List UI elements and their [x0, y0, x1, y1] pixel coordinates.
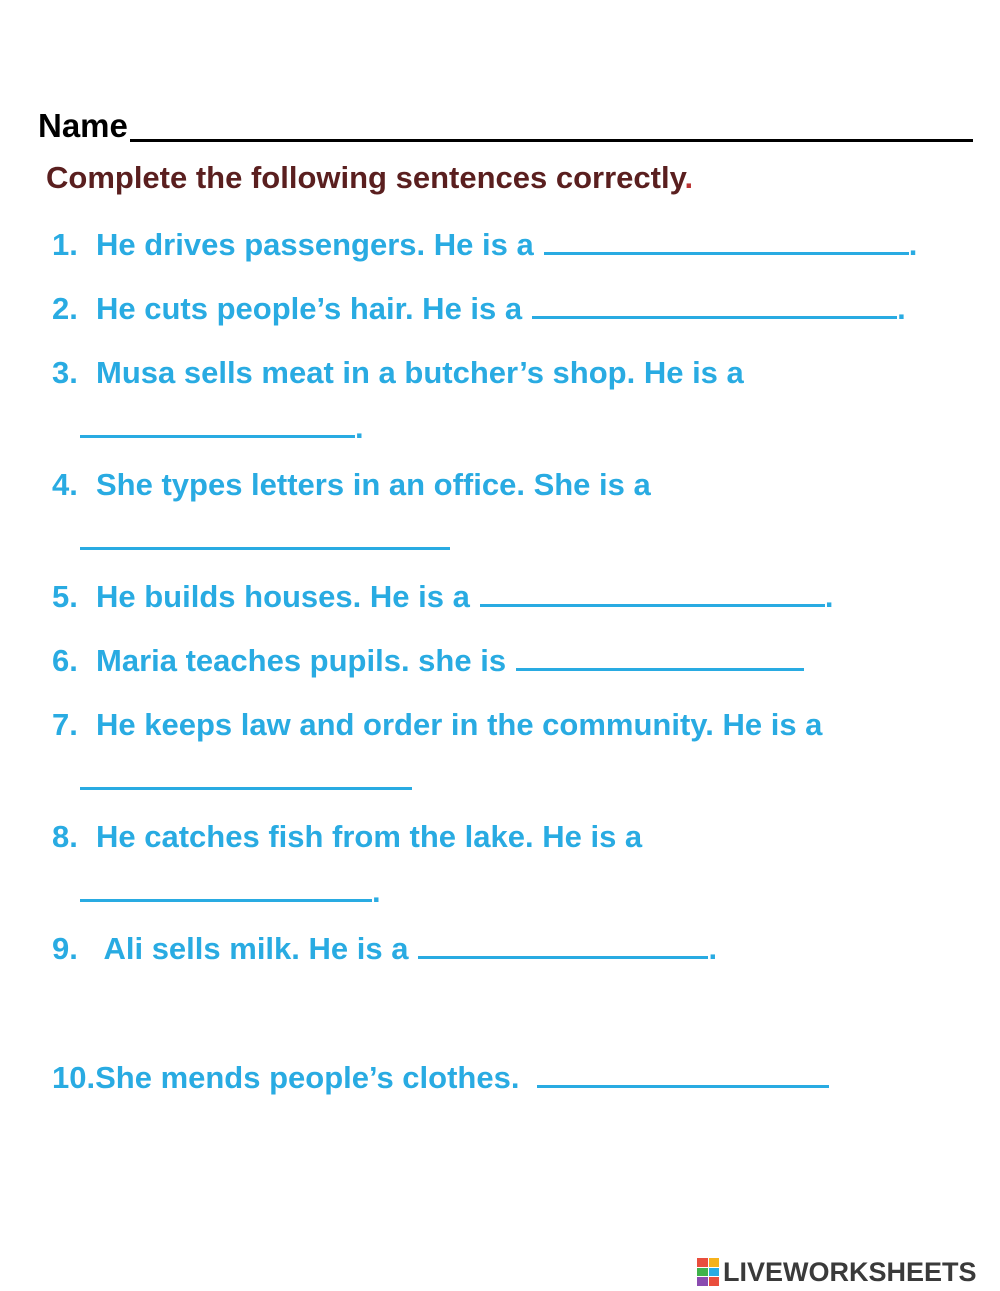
question-end: .	[372, 874, 381, 909]
question-text: She types letters in an office. She is a	[96, 467, 651, 502]
question-7	[52, 706, 822, 743]
question-10	[52, 1059, 829, 1096]
question-2	[52, 290, 906, 327]
logo-text: LIVEWORKSHEETS	[723, 1256, 977, 1287]
logo-icon	[697, 1258, 719, 1286]
question-9	[52, 930, 717, 967]
question-4-answer	[80, 522, 450, 558]
question-end: .	[897, 291, 906, 326]
question-text: Musa sells meat in a butcher’s shop. He is a	[96, 355, 744, 390]
question-number: 2.	[52, 291, 78, 326]
answer-blank[interactable]	[80, 765, 412, 790]
question-number: 5.	[52, 579, 78, 614]
question-text: Maria teaches pupils. she is	[96, 643, 507, 678]
question-end: .	[708, 931, 718, 966]
name-input-line[interactable]	[130, 109, 973, 142]
answer-blank[interactable]	[80, 877, 372, 902]
question-text: He cuts people’s hair. He is a	[96, 291, 523, 326]
question-3-answer	[80, 410, 364, 446]
question-number: 6.	[52, 643, 78, 678]
question-8	[52, 818, 642, 855]
answer-blank[interactable]	[80, 525, 450, 550]
question-text: Ali sells milk. He is a	[96, 931, 409, 966]
question-end: .	[355, 410, 364, 445]
question-number: 9.	[52, 931, 78, 966]
instruction-punct: .	[684, 160, 694, 195]
question-5	[52, 578, 833, 615]
name-label: Name	[38, 107, 128, 144]
question-number: 8.	[52, 819, 78, 854]
question-text: He catches fish from the lake. He is a	[96, 819, 643, 854]
question-text: He builds houses. He is a	[96, 579, 470, 614]
question-end: .	[908, 227, 918, 262]
instruction-text: Complete the following sentences correctly	[46, 160, 685, 195]
instruction-heading	[46, 160, 693, 196]
liveworksheets-logo	[697, 1255, 977, 1289]
name-row	[38, 98, 973, 142]
question-4	[52, 466, 651, 503]
question-number: 4.	[52, 467, 78, 502]
answer-blank[interactable]	[516, 646, 804, 671]
answer-blank[interactable]	[532, 294, 897, 319]
question-1	[52, 226, 917, 263]
question-text: .She mends people’s clothes.	[86, 1060, 520, 1095]
answer-blank[interactable]	[544, 230, 909, 255]
answer-blank[interactable]	[480, 582, 825, 607]
answer-blank[interactable]	[418, 934, 708, 959]
question-number: 7.	[52, 707, 78, 742]
answer-blank[interactable]	[537, 1063, 829, 1088]
question-8-answer	[80, 874, 381, 910]
question-text: He drives passengers. He is a	[96, 227, 534, 262]
question-text: He keeps law and order in the community. He is a	[96, 707, 823, 742]
question-3	[52, 354, 744, 391]
question-7-answer	[80, 762, 412, 798]
question-6	[52, 642, 804, 679]
answer-blank[interactable]	[80, 413, 355, 438]
question-number: 10	[52, 1060, 87, 1095]
question-number: 1.	[52, 227, 78, 262]
question-end: .	[824, 579, 834, 614]
question-number: 3.	[52, 355, 78, 390]
